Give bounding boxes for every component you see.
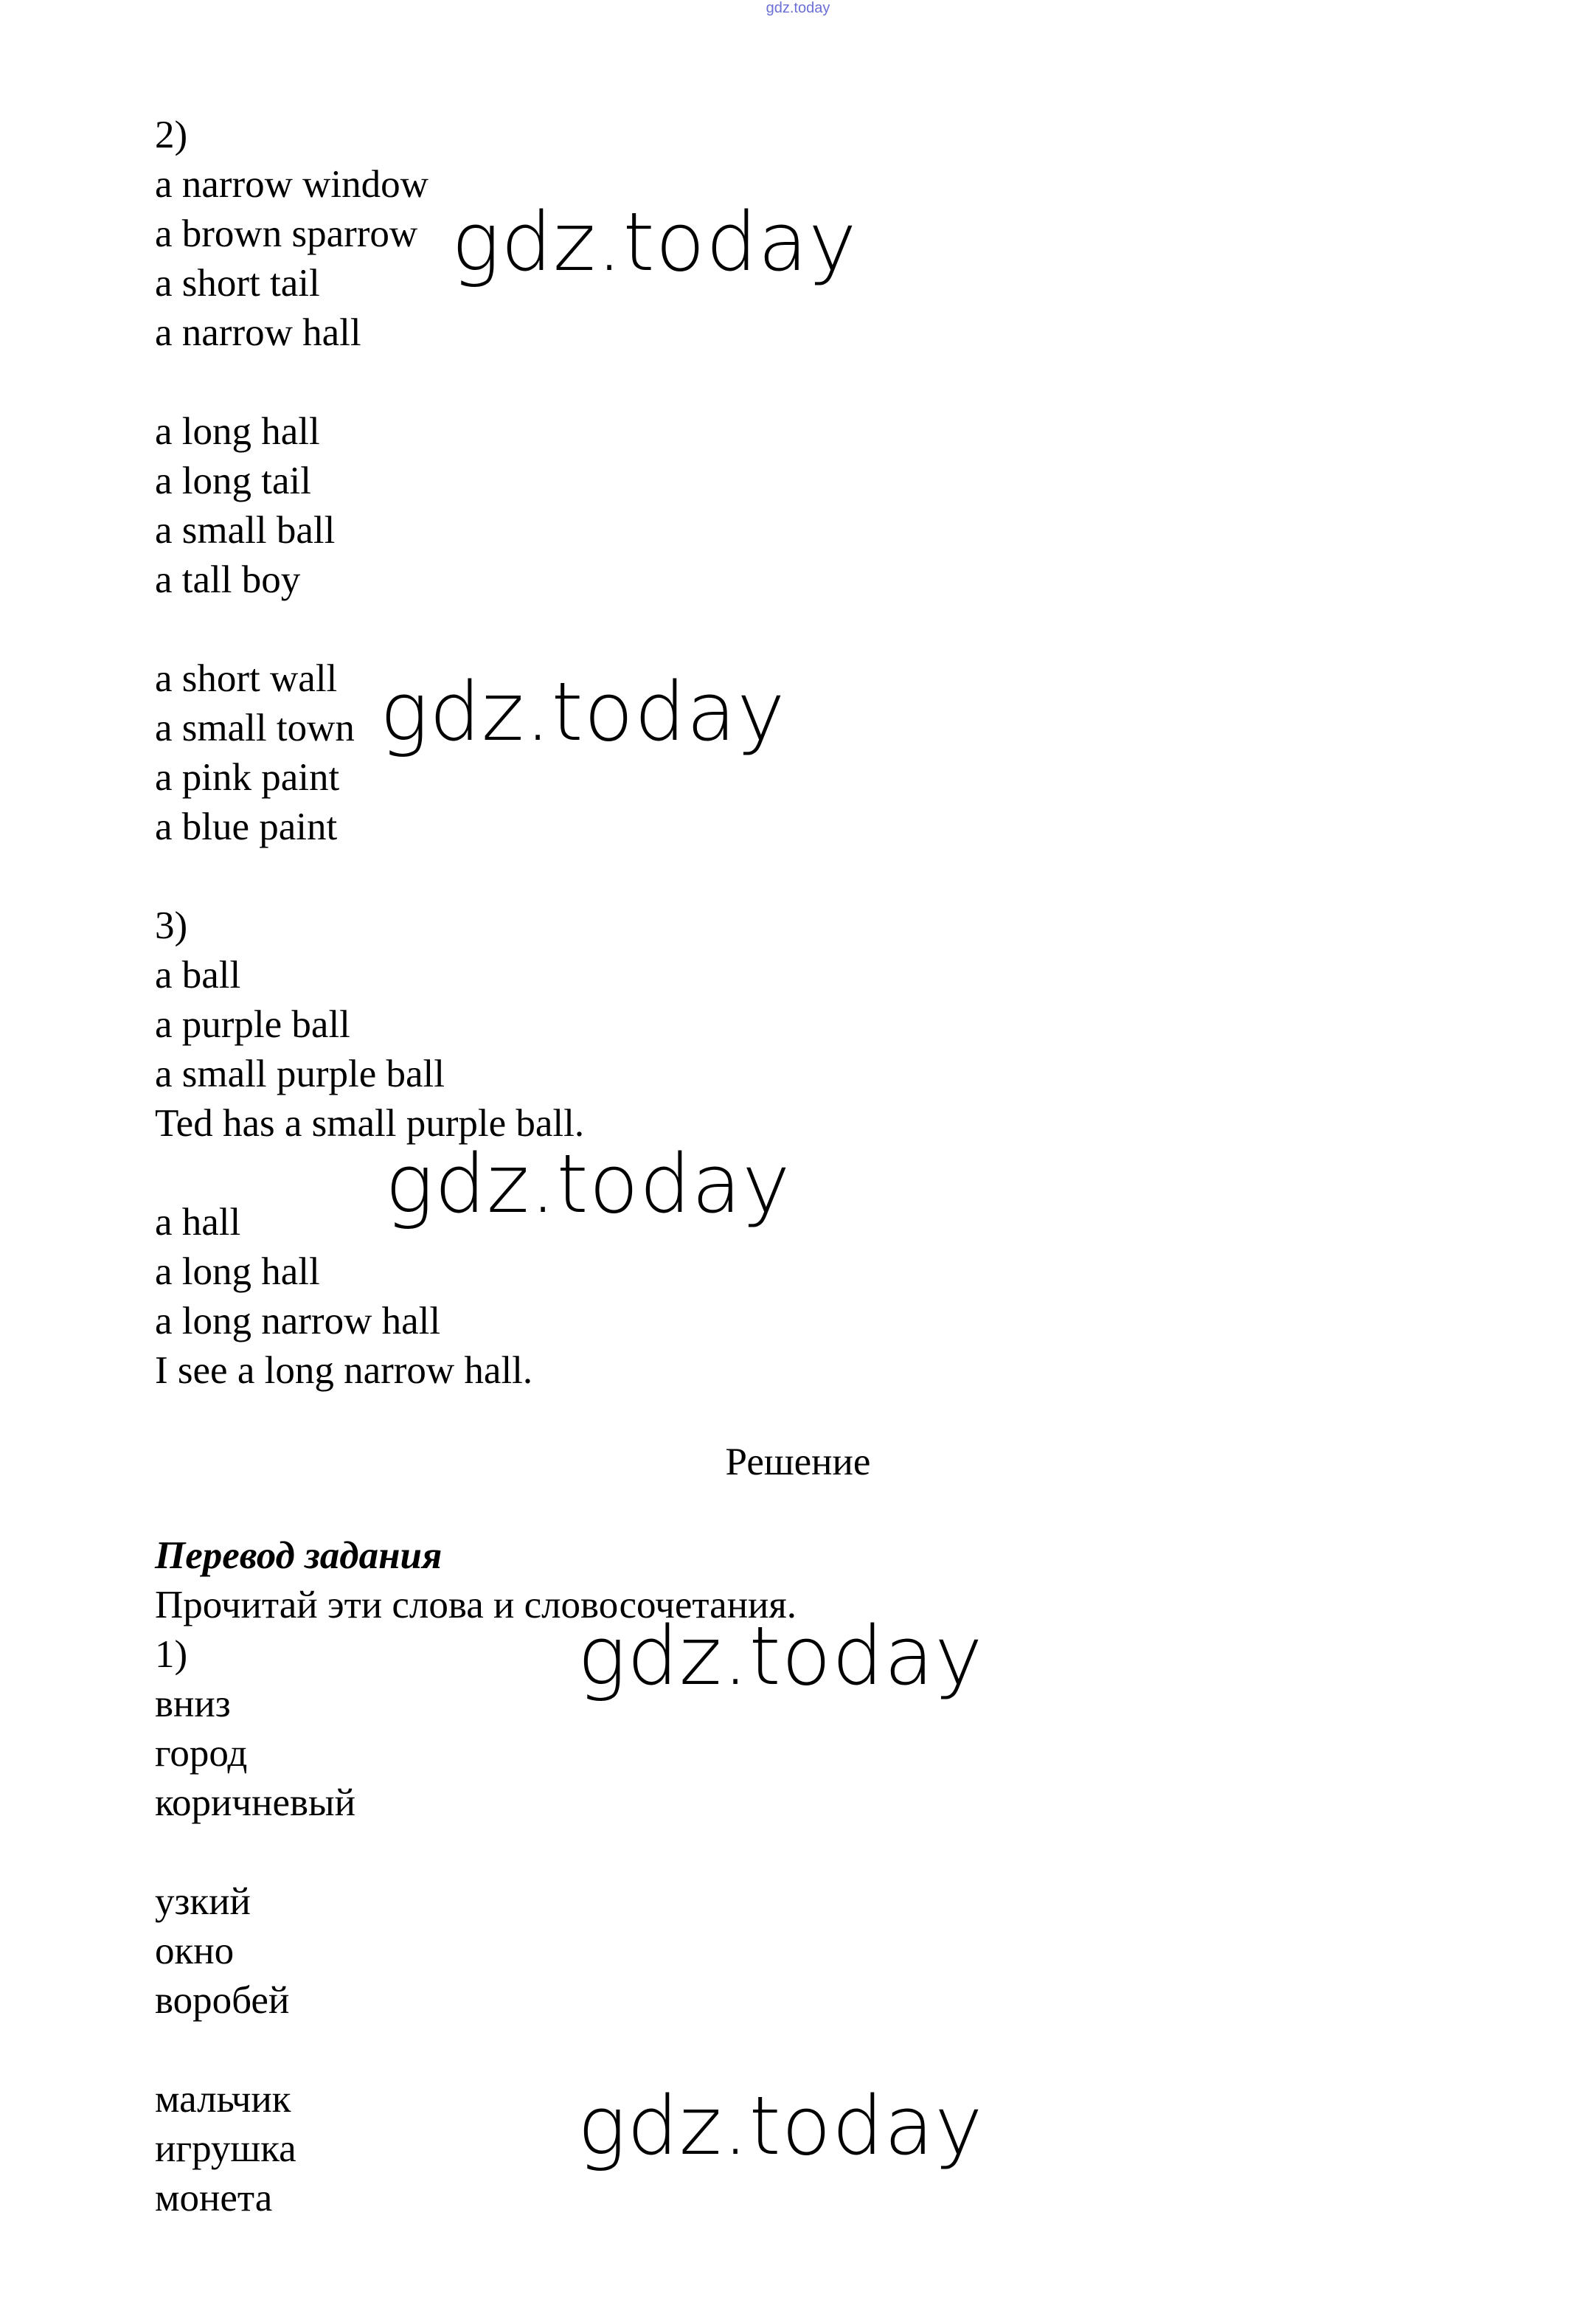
phrase-line: a ball (155, 954, 241, 997)
watermark: gdz.today (380, 665, 786, 759)
phrase-line: a small ball (155, 509, 336, 552)
translation-word: коричневый (155, 1781, 355, 1824)
phrase-line: a hall (155, 1201, 241, 1244)
phrase-line: a long hall (155, 1250, 320, 1293)
sentence-line: I see a long narrow hall. (155, 1349, 533, 1392)
translation-title: Перевод задания (155, 1534, 443, 1577)
translation-word: монета (155, 2177, 273, 2219)
sentence-line: Ted has a small purple ball. (155, 1102, 585, 1145)
phrase-line: a purple ball (155, 1003, 350, 1046)
section-2-number: 2) (155, 114, 188, 156)
translation-number: 1) (155, 1633, 188, 1676)
phrase-line: a brown sparrow (155, 212, 418, 255)
phrase-line: a short tail (155, 262, 320, 305)
translation-word: окно (155, 1930, 235, 1972)
phrase-line: a tall boy (155, 558, 301, 601)
phrase-line: a pink paint (155, 756, 340, 799)
phrase-line: a blue paint (155, 805, 338, 848)
watermark: gdz.today (577, 1609, 984, 1703)
translation-word: узкий (155, 1880, 251, 1923)
translation-word: город (155, 1732, 248, 1775)
phrase-line: a long narrow hall (155, 1300, 441, 1342)
phrase-line: a narrow window (155, 163, 429, 206)
translation-word: вниз (155, 1682, 231, 1725)
phrase-line: a short wall (155, 657, 338, 700)
phrase-line: a narrow hall (155, 311, 361, 354)
phrase-line: a small purple ball (155, 1053, 445, 1095)
watermark: gdz.today (385, 1137, 791, 1231)
translation-word: игрушка (155, 2127, 296, 2170)
translation-word: воробей (155, 1979, 290, 2022)
translation-instruction: Прочитай эти слова и словосочетания. (155, 1584, 797, 1626)
watermark: gdz.today (451, 195, 858, 289)
watermark: gdz.today (577, 2079, 984, 2173)
phrase-line: a small town (155, 707, 355, 749)
section-3-number: 3) (155, 904, 188, 947)
solution-heading: Решение (725, 1441, 871, 1483)
phrase-line: a long hall (155, 410, 320, 453)
site-header-mark: gdz.today (766, 0, 830, 16)
phrase-line: a long tail (155, 460, 311, 502)
translation-word: мальчик (155, 2078, 291, 2121)
